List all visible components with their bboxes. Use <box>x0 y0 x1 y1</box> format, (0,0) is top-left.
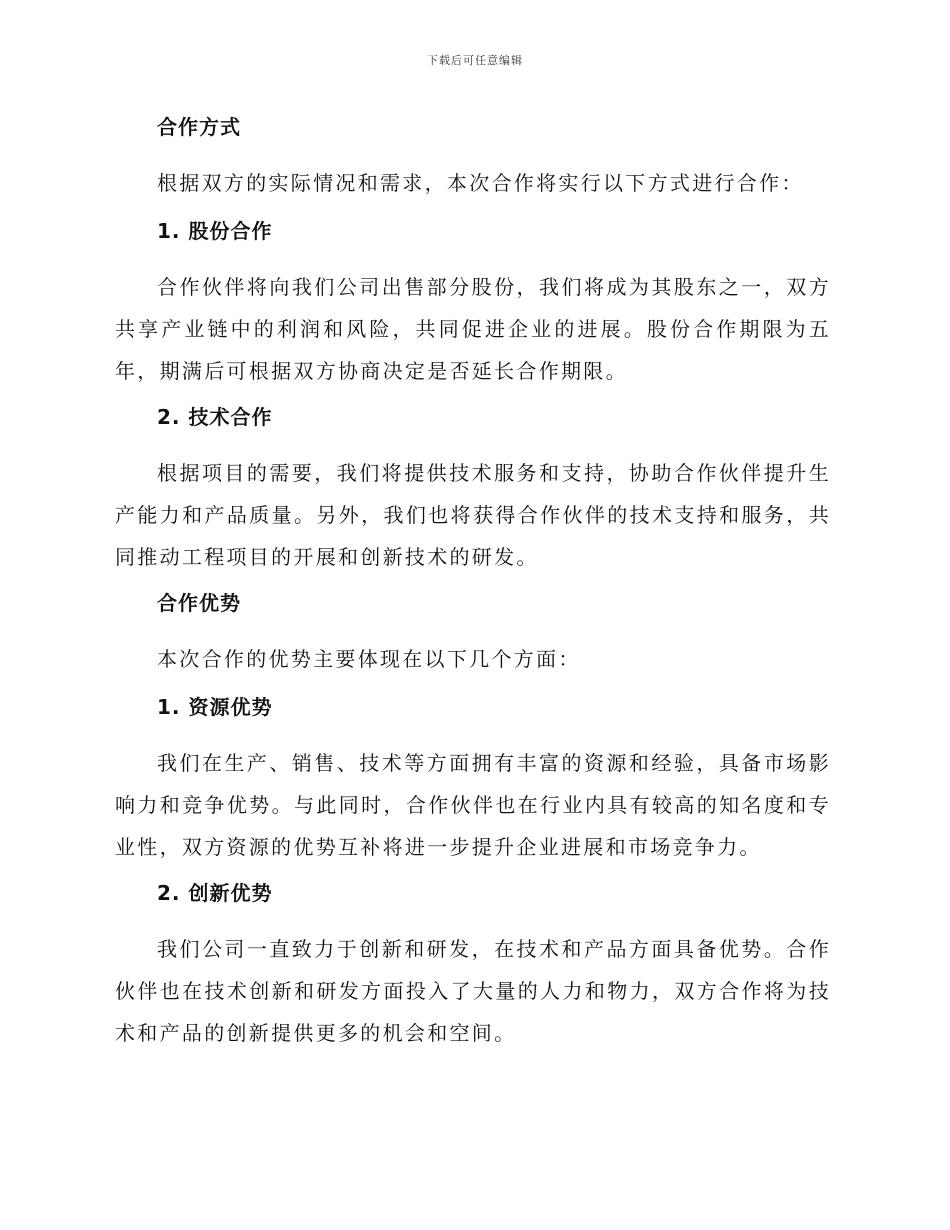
section-heading-coop-mode: 合作方式 <box>157 115 241 139</box>
subheading-tech: 2. 技术合作 <box>157 405 273 429</box>
subheading-resource: 1. 资源优势 <box>157 695 273 719</box>
document-body <box>115 112 831 1064</box>
subheading-equity: 1. 股份合作 <box>157 219 273 243</box>
coop-mode-intro: 根据双方的实际情况和需求，本次合作将实行以下方式进行合作： <box>157 171 804 195</box>
page-header: 下载后可任意编辑 <box>427 54 523 67</box>
tech-paragraph: 根据项目的需要，我们将提供技术服务和支持，协助合作伙伴提升生产能力和产品质量。另外，我们也将获得合作伙伴的技术支持和服务，共同推动工程项目的开展和创新技术的研发。 <box>115 461 831 569</box>
section-heading-advantage: 合作优势 <box>157 591 241 615</box>
subheading-innovation: 2. 创新优势 <box>157 881 273 905</box>
resource-paragraph: 我们在生产、销售、技术等方面拥有丰富的资源和经验，具备市场影响力和竞争优势。与此同时，合作伙伴也在行业内具有较高的知名度和专业性，双方资源的优势互补将进一步提升企业进展和市场竞争力。 <box>115 751 831 859</box>
advantage-intro: 本次合作的优势主要体现在以下几个方面： <box>157 647 581 671</box>
equity-paragraph: 合作伙伴将向我们公司出售部分股份，我们将成为其股东之一，双方共享产业链中的利润和风险，共同促进企业的进展。股份合作期限为五年，期满后可根据双方协商决定是否延长合作期限。 <box>115 275 831 383</box>
innovation-paragraph: 我们公司一直致力于创新和研发，在技术和产品方面具备优势。合作伙伴也在技术创新和研发方面投入了大量的人力和物力，双方合作将为技术和产品的创新提供更多的机会和空间。 <box>115 937 831 1045</box>
